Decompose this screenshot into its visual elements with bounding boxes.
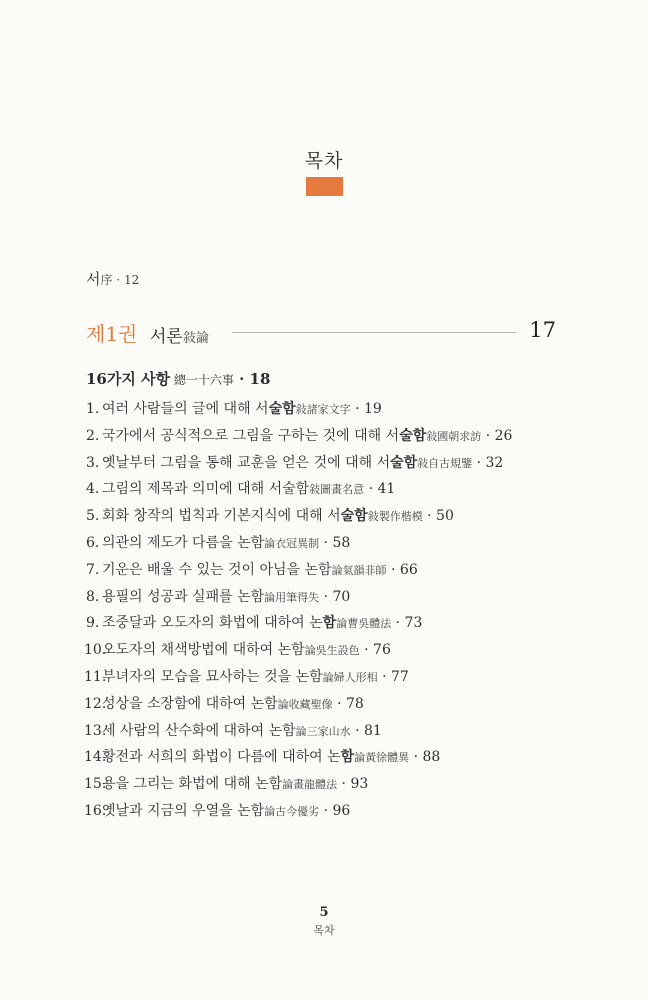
item-title: 황전과 서희의 화법이 다름에 대하여 논 xyxy=(102,749,341,766)
item-page: · 70 xyxy=(319,588,351,605)
item-page: · 66 xyxy=(386,561,418,578)
item-title: 여러 사람들의 글에 대해 서 xyxy=(102,401,269,417)
toc-section[interactable] xyxy=(86,368,270,389)
item-page: · 41 xyxy=(364,481,396,498)
item-hanja: 敍製作楷模 xyxy=(367,510,423,524)
item-number: 4. xyxy=(86,481,100,498)
item-title: 조중달과 오도자의 화법에 대하여 논 xyxy=(102,615,323,632)
list-item[interactable] xyxy=(86,744,566,771)
item-title: 회화 창작의 법칙과 기본지식에 대해 서 xyxy=(102,508,341,525)
list-item[interactable] xyxy=(86,637,566,664)
item-title: 의관의 제도가 다름을 논함 xyxy=(102,534,265,551)
item-title: 그림의 제목과 의미에 대해 서술함 xyxy=(102,481,310,498)
list-item[interactable] xyxy=(86,423,566,450)
item-title-bold: 술함 xyxy=(390,454,418,471)
item-page: · 77 xyxy=(377,668,409,685)
list-item[interactable] xyxy=(86,450,566,477)
preface-page: · 12 xyxy=(112,273,140,287)
item-page: · 76 xyxy=(359,642,391,659)
list-item[interactable] xyxy=(86,530,566,557)
toc-entry-preface[interactable] xyxy=(86,268,139,289)
item-title-bold: 술함 xyxy=(399,427,427,444)
item-title: 세 사람의 산수화에 대하여 논함 xyxy=(102,722,296,739)
item-hanja: 論畫龍體法 xyxy=(282,778,338,792)
item-hanja: 論衣冠異制 xyxy=(264,536,320,550)
item-number: 1. xyxy=(86,401,100,417)
item-page: · 81 xyxy=(350,722,382,739)
item-page: · 19 xyxy=(350,401,382,417)
list-item[interactable] xyxy=(86,476,566,503)
item-title-bold: 술함 xyxy=(340,508,368,525)
item-hanja: 論古今優劣 xyxy=(264,804,320,818)
item-page: · 32 xyxy=(472,454,504,471)
section-label: 16가지 사항 xyxy=(86,370,171,388)
item-page: · 96 xyxy=(319,802,351,819)
item-hanja: 敍自古規鑒 xyxy=(417,456,473,470)
item-title: 기운은 배울 수 있는 것이 아님을 논함 xyxy=(102,561,332,578)
item-number: 7. xyxy=(86,561,100,578)
chapter-label: 제1권 xyxy=(86,322,138,346)
item-hanja: 論三家山水 xyxy=(295,724,351,738)
item-title-bold: 함 xyxy=(322,615,337,632)
item-number: 6. xyxy=(86,534,100,551)
list-item[interactable] xyxy=(86,396,566,423)
item-title: 국가에서 공식적으로 그림을 구하는 것에 대해 서 xyxy=(102,427,400,444)
preface-hanja: 序 xyxy=(100,273,113,287)
item-hanja: 論吳生設色 xyxy=(304,644,360,658)
item-title: 옛날부터 그림을 통해 교훈을 얻은 것에 대해 서 xyxy=(102,454,391,471)
list-item[interactable] xyxy=(86,664,566,691)
item-number: 10. xyxy=(84,642,107,659)
item-page: · 50 xyxy=(422,508,454,525)
chapter-name-text: 서론 xyxy=(150,327,183,347)
item-number: 15. xyxy=(84,776,107,793)
list-item[interactable] xyxy=(86,503,566,530)
section-hanja: 總一十六事 xyxy=(170,373,234,387)
chapter-name xyxy=(150,322,209,347)
item-page: · 93 xyxy=(337,776,369,793)
item-title: 옛날과 지금의 우열을 논함 xyxy=(102,802,265,819)
chapter-page: 17 xyxy=(529,318,556,342)
toc-chapter-1[interactable] xyxy=(86,318,556,348)
item-number: 9. xyxy=(86,615,100,632)
item-title: 부녀자의 모습을 묘사하는 것을 논함 xyxy=(102,668,323,685)
footer-page-number: 5 xyxy=(319,905,329,920)
item-page: · 88 xyxy=(409,749,441,766)
item-title: 용필의 성공과 실패를 논함 xyxy=(102,588,265,605)
item-hanja: 敍諸家文字 xyxy=(295,403,351,416)
list-item[interactable] xyxy=(86,771,566,798)
item-number: 16. xyxy=(84,802,107,819)
item-hanja: 論婦人形相 xyxy=(322,670,378,684)
item-hanja: 論黃徐體異 xyxy=(354,751,410,765)
item-page: · 26 xyxy=(481,427,513,444)
item-number: 8. xyxy=(86,588,100,605)
list-item[interactable] xyxy=(86,610,566,637)
title-accent-block xyxy=(306,177,343,196)
item-title-bold: 함 xyxy=(340,749,355,766)
item-number: 14. xyxy=(84,749,107,766)
section-page: · 18 xyxy=(233,370,271,388)
chapter-hanja: 敍論 xyxy=(182,331,209,346)
item-hanja: 敍圖畫名意 xyxy=(309,483,365,497)
list-item[interactable] xyxy=(86,584,566,611)
chapter-leader-line xyxy=(232,332,516,333)
item-number: 3. xyxy=(86,454,100,471)
list-item[interactable] xyxy=(86,798,566,825)
item-number: 12. xyxy=(84,695,107,712)
item-title-bold: 술함 xyxy=(268,401,296,417)
item-hanja: 敍國朝求訪 xyxy=(426,429,482,443)
item-hanja: 論氣韻非師 xyxy=(331,563,387,577)
list-item[interactable] xyxy=(86,718,566,745)
item-number: 5. xyxy=(86,508,100,525)
item-number: 13. xyxy=(84,722,107,739)
item-page: · 78 xyxy=(332,695,364,712)
toc-list xyxy=(86,396,566,825)
footer-label: 목차 xyxy=(313,924,335,937)
page-title: 목차 xyxy=(304,150,344,172)
item-page: · 73 xyxy=(391,615,423,632)
item-title: 용을 그리는 화법에 대해 논함 xyxy=(102,776,283,793)
list-item[interactable] xyxy=(86,691,566,718)
item-title: 오도자의 채색방법에 대하여 논함 xyxy=(102,642,305,659)
item-hanja: 論收藏聖像 xyxy=(277,697,333,711)
item-title: 성상을 소장함에 대하여 논함 xyxy=(102,695,278,712)
item-number: 11. xyxy=(84,668,107,685)
item-page: · 58 xyxy=(319,534,351,551)
item-number: 2. xyxy=(86,427,100,444)
item-hanja: 論曹吳體法 xyxy=(336,617,392,631)
preface-label: 서 xyxy=(86,270,101,288)
item-hanja: 論用筆得失 xyxy=(264,590,320,604)
list-item[interactable] xyxy=(86,557,566,584)
